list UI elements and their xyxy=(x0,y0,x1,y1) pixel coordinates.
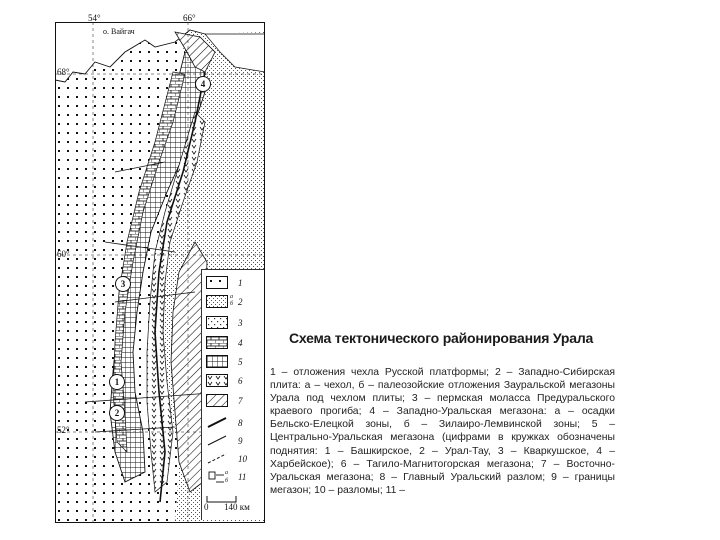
scale-distance-label: 140 км xyxy=(224,502,250,512)
legend-number-10: 10 xyxy=(238,454,247,464)
uplift-number-4: 4 xyxy=(195,76,211,92)
slide-title: Схема тектонического районирования Урала xyxy=(289,330,594,346)
legend-number-4: 4 xyxy=(238,338,243,348)
latitude-label-60: 60° xyxy=(57,249,70,259)
legend-sub-b: б xyxy=(230,301,234,307)
legend-swatch-7 xyxy=(206,394,228,407)
legend-symbol-10 xyxy=(206,452,228,465)
legend-symbol-9 xyxy=(206,434,228,447)
legend-sub-a: а xyxy=(230,294,233,300)
legend-11-sub-a: а xyxy=(225,470,228,476)
legend-item-3 xyxy=(206,316,264,330)
legend-number-11: 11 xyxy=(238,472,247,482)
legend-11-sub-b: б xyxy=(225,478,229,484)
legend-swatch-3 xyxy=(206,316,228,329)
legend-item-11 xyxy=(206,470,264,484)
latitude-label-52: 52° xyxy=(57,425,70,435)
legend-number-2: 2 xyxy=(238,297,243,307)
legend-swatch-5 xyxy=(206,355,228,368)
legend-swatch-6 xyxy=(206,374,228,387)
tectonic-map xyxy=(55,12,265,524)
legend-item-6 xyxy=(206,374,264,388)
caption-text: 1 – отложения чехла Русской платформы; 2 – Западно-Сибирская плита: а – чехол, б – палеозойские отложения Зауральской мегазоны Урала под чехлом плиты; 3 – пермская моласса Предуральского краевого прогиба; 4 – Западно-Уральская мегазона: а – осадки Бельско-Елецкой зоны, б – Зилаиро-Лемвинской зоны; 5 – Центрально-Уральская мегазона (цифрами в кружках обозначены поднятия: 1 – Башкирское, 2 – Урал-Тау, 3 – Кваркушское, 4 – Харбейское); 6 – Тагило-Магнитогорская мегазона; 7 – Восточно-Уральская мегазона; 8 – Главный Уральский разлом; 9 – границы мегазон; 10 – разломы; 11 – xyxy=(270,367,615,496)
legend-item-2 xyxy=(206,295,264,309)
legend-item-9 xyxy=(206,434,264,448)
uplift-number-1: 1 xyxy=(109,374,125,390)
uplift-number-3: 3 xyxy=(115,276,131,292)
legend-symbol-8 xyxy=(206,416,228,429)
uplift-number-2: 2 xyxy=(109,405,125,421)
legend-item-1 xyxy=(206,276,264,290)
latitude-label-68: 68° xyxy=(57,67,70,77)
legend-item-10 xyxy=(206,452,264,466)
legend-item-4 xyxy=(206,336,264,350)
legend-number-7: 7 xyxy=(238,396,243,406)
map-legend xyxy=(201,269,264,520)
legend-swatch-1 xyxy=(206,276,228,289)
legend-number-9: 9 xyxy=(238,436,243,446)
scale-zero-label: 0 xyxy=(204,502,209,512)
legend-item-5 xyxy=(206,355,264,369)
legend-number-3: 3 xyxy=(238,318,243,328)
legend-number-1: 1 xyxy=(238,278,243,288)
legend-swatch-4 xyxy=(206,336,228,349)
legend-swatch-2 xyxy=(206,295,228,308)
legend-number-6: 6 xyxy=(238,376,243,386)
legend-caption xyxy=(270,366,615,506)
longitude-label-66: 66° xyxy=(183,13,196,23)
legend-item-8 xyxy=(206,416,264,430)
legend-number-5: 5 xyxy=(238,357,243,367)
legend-number-8: 8 xyxy=(238,418,243,428)
place-label-vaigach: о. Вайгач xyxy=(103,27,135,36)
longitude-label-54: 54° xyxy=(88,13,101,23)
legend-item-7 xyxy=(206,394,264,408)
